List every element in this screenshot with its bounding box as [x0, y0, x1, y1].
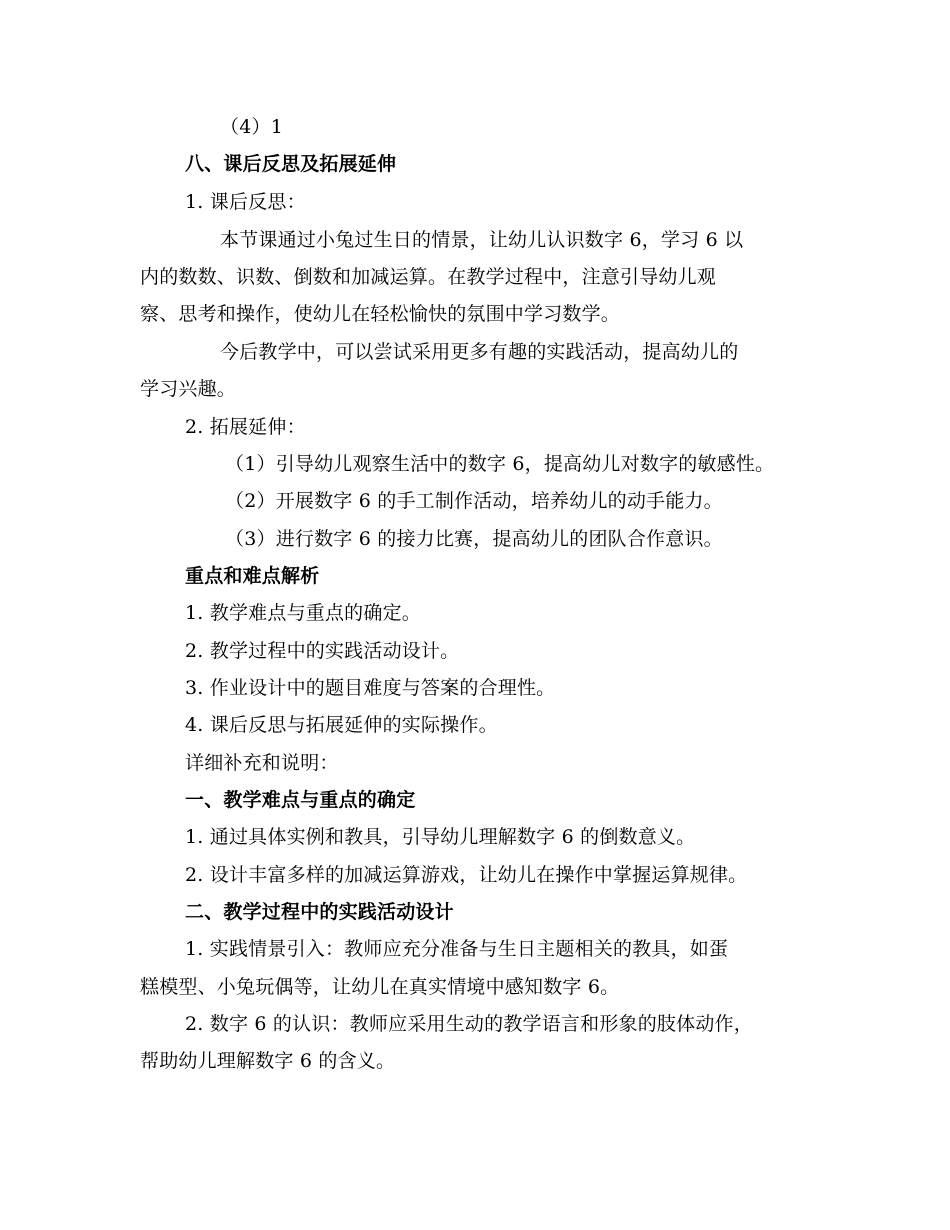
paragraph-line: 察、思考和操作，使幼儿在轻松愉快的氛围中学习数学。 — [140, 303, 621, 325]
paragraph-line: 本节课通过小兔过生日的情景，让幼儿认识数字 6，学习 6 以 — [220, 229, 744, 251]
list-item: 3. 作业设计中的题目难度与答案的合理性。 — [185, 677, 556, 699]
list-item: 1. 通过具体实例和教具，引导幼儿理解数字 6 的倒数意义。 — [185, 826, 696, 848]
list-item: （2）开展数字 6 的手工制作活动，培养幼儿的动手能力。 — [225, 490, 723, 512]
paragraph-line: 今后教学中，可以尝试采用更多有趣的实践活动，提高幼儿的 — [220, 341, 739, 363]
paragraph-line: 学习兴趣。 — [140, 378, 237, 400]
answer-item-4: （4）1 — [220, 116, 283, 138]
list-item: （3）进行数字 6 的接力比赛，提高幼儿的团队合作意识。 — [225, 528, 723, 550]
list-item: 1. 实践情景引入：教师应充分准备与生日主题相关的教具，如蛋 — [185, 938, 729, 960]
list-item: 2. 教学过程中的实践活动设计。 — [185, 640, 460, 662]
list-item: 4. 课后反思与拓展延伸的实际操作。 — [185, 714, 498, 736]
list-item: 2. 数字 6 的认识：教师应采用生动的教学语言和形象的肢体动作， — [185, 1013, 753, 1035]
section-heading-key-points: 重点和难点解析 — [185, 565, 320, 587]
section-heading-1: 一、教学难点与重点的确定 — [185, 789, 416, 811]
paragraph-line: 帮助幼儿理解数字 6 的含义。 — [140, 1050, 396, 1072]
list-item: （1）引导幼儿观察生活中的数字 6，提高幼儿对数字的敏感性。 — [225, 453, 775, 475]
paragraph-line: 内的数数、识数、倒数和加减运算。在教学过程中，注意引导幼儿观 — [140, 266, 717, 288]
paragraph-line: 糕模型、小兔玩偶等，让幼儿在真实情境中感知数字 6。 — [140, 976, 620, 998]
section-heading-2: 二、教学过程中的实践活动设计 — [185, 901, 454, 923]
list-item: 1. 教学难点与重点的确定。 — [185, 602, 421, 624]
subheading-extension: 2. 拓展延伸： — [185, 416, 306, 438]
list-item: 2. 设计丰富多样的加减运算游戏，让幼儿在操作中掌握运算规律。 — [185, 864, 748, 886]
subheading-details: 详细补充和说明： — [185, 752, 339, 774]
section-heading-8: 八、课后反思及拓展延伸 — [185, 153, 397, 175]
subheading-reflection: 1. 课后反思： — [185, 191, 306, 213]
